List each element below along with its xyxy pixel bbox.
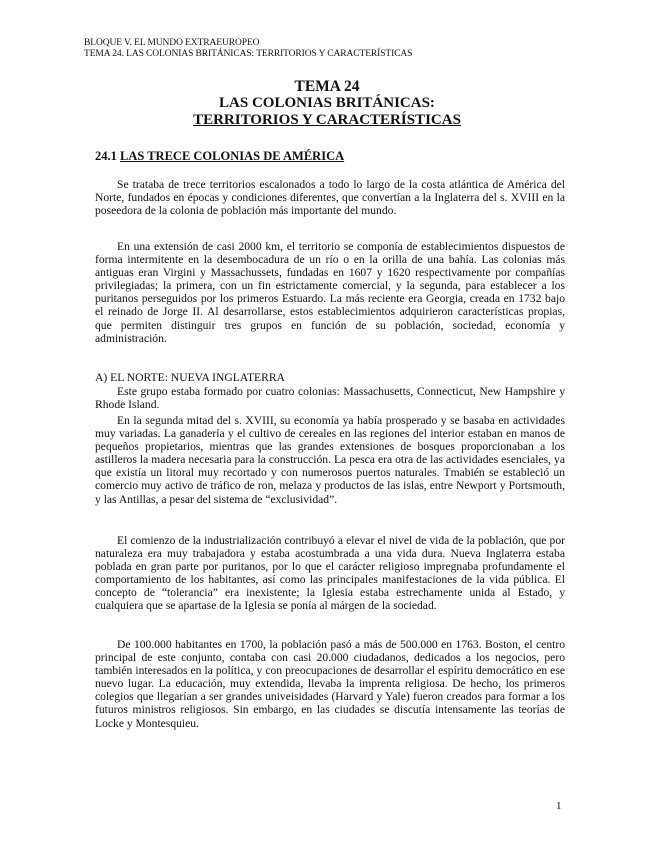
paragraph-1 (95, 178, 565, 217)
title-block (84, 78, 570, 129)
title-line-3: TERRITORIOS Y CARACTERÍSTICAS (193, 112, 461, 128)
subsection-heading: A) EL NORTE: NUEVA INGLATERRA (95, 371, 285, 384)
header-line-2: TEMA 24. LAS COLONIAS BRITÁNICAS: TERRITORIOS Y CARACTERÍSTICAS (84, 49, 413, 59)
paragraph-3-text: Este grupo estaba formado por cuatro colonias: Massachusetts, Connecticut, New Hampshire y Rhode Island. (95, 385, 565, 412)
section-heading (95, 149, 344, 164)
section-number: 24.1 (95, 149, 117, 163)
paragraph-3 (95, 385, 565, 411)
paragraph-2-text: En una extensión de casi 2000 km, el territorio se componía de establecimientos dispuestos de forma intermitente en la desembocadura de un río o en la orilla de una bahía. Las colonias más antiguas eran Virgini y Massachussets, fundadas en 1607 y 1620 respectivamente por compañías privilegiadas; la primera, con un fin estrictamente comercial, y la segunda, para establecer a los puritanos perseguidos por los primeros Estuardo. La más reciente era Georgia, creada en 1732 bajo el reinado de Jorge II. Al desarrollarse, estos establecimientos adquirieron características propias, que permiten distinguir tres grupos en función de su población, sociedad, economía y administración. (95, 240, 565, 345)
paragraph-4-text: En la segunda mitad del s. XVIII, su economía ya había prosperado y se basaba en actividades muy variadas. La ganadería y el cultivo de cereales en las regiones del interior estaban en manos de pequeños propietarios, mientras que las grandes extensiones de bosques proporcionaban a los astilleros la madera necesaria para la construcción. La pesca era otra de las actividades esenciales, ya que existía un litoral muy recortado y con numerosos puertos naturales. Tmabién se estableció un comercio muy activo de tráfico de ron, melaza y productos de las islas, entre Newport y Portsmouth, y las Antillas, a pesar del sistema de “exclusividad”. (95, 414, 565, 506)
paragraph-4 (95, 414, 565, 506)
paragraph-5-text: El comienzo de la industrialización contribuyó a elevar el nivel de vida de la población, que por naturaleza era muy trabajadora y estaba acostumbrada a una vida dura. Nueva Inglaterra estaba poblada en gran parte por puritanos, por lo que el carácter religioso impregnaba profundamente el comportamiento de los habitantes, así como las principales manifestaciones de la vida pública. El concepto de “tolerancia” era inexistente; la Iglesia estaba estrechamente unida al Estado, y cualquiera que se apartase de la Iglesia se ponía al márgen de la sociedad. (95, 534, 565, 613)
paragraph-6 (95, 638, 565, 730)
header-line-1: BLOQUE V. EL MUNDO EXTRAEUROPEO (84, 38, 260, 48)
paragraph-5 (95, 534, 565, 613)
running-header (84, 38, 412, 60)
paragraph-6-text: De 100.000 habitantes en 1700, la población pasó a más de 500.000 en 1763. Boston, el centro principal de este conjunto, contaba con casi 20.000 ciudadanos, dedicados a los negocios, pero también interesados en la política, y con preocupaciones de desarrollar el espíritu democrático en ese nuevo lugar. La educación, muy extendida, llevaba la imprenta religiosa. De hecho, los primeros colegios que llegarían a ser grandes univeisidades (Harvard y Yale) fueron creados para formar a los futuros ministros religiosos. Sin embargo, en las ciudades se discutía intensamente las teorías de Locke y Montesquieu. (95, 638, 565, 730)
section-title: LAS TRECE COLONIAS DE AMÉRICA (120, 149, 345, 163)
paragraph-1-text: Se trataba de trece territorios escalonados a todo lo largo de la costa atlántica de América del Norte, fundados en épocas y condiciones diferentes, que convertían a la Inglaterra del s. XVIII en la poseedora de la colonia de población más importante del mundo. (95, 178, 565, 218)
page-number: 1 (556, 800, 562, 812)
title-line-2: LAS COLONIAS BRITÁNICAS: (219, 95, 435, 111)
paragraph-2 (95, 240, 565, 345)
title-line-1: TEMA 24 (294, 78, 360, 95)
